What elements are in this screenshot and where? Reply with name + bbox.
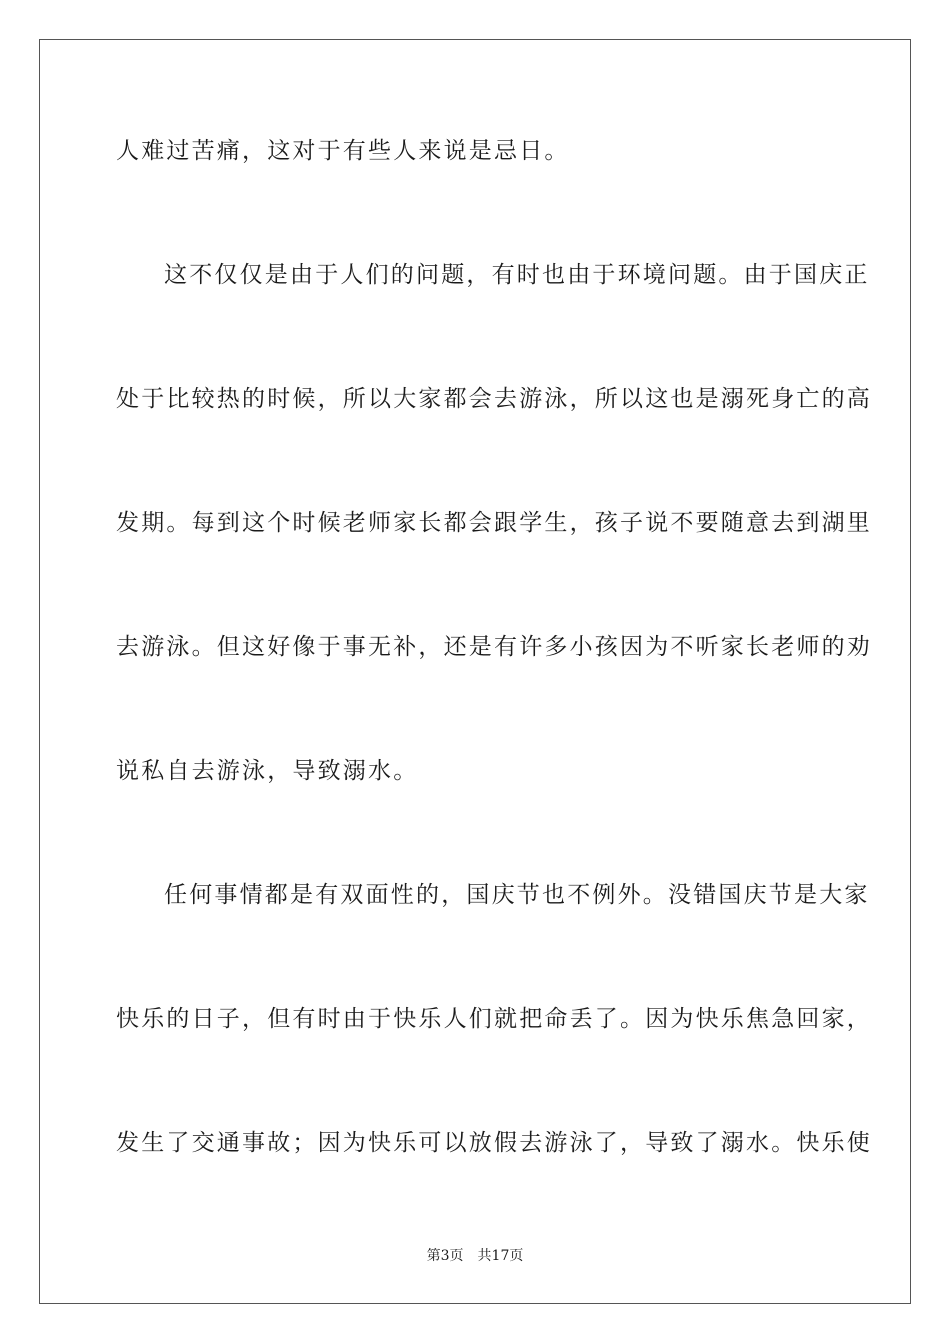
text-line-6: 说私自去游泳，导致溺水。 [116,758,419,784]
text-line-1: 人难过苦痛，这对于有些人来说是忌日。 [116,138,570,164]
text-line-9: 发生了交通事故；因为快乐可以放假去游泳了，导致了溺水。快乐使 [116,1130,872,1156]
text-line-7: 任何事情都是有双面性的，国庆节也不例外。没错国庆节是大家 [164,882,870,908]
page-number: 第3页 [426,1248,464,1264]
text-line-2: 这不仅仅是由于人们的问题，有时也由于环境问题。由于国庆正 [164,262,870,288]
text-line-4: 发期。每到这个时候老师家长都会跟学生，孩子说不要随意去到湖里 [116,510,872,536]
page-border [39,39,911,1304]
page-total: 共17页 [477,1248,524,1264]
text-line-8: 快乐的日子，但有时由于快乐人们就把命丢了。因为快乐焦急回家， [116,1006,872,1032]
text-line-3: 处于比较热的时候，所以大家都会去游泳，所以这也是溺死身亡的高 [116,386,872,412]
text-line-5: 去游泳。但这好像于事无补，还是有许多小孩因为不听家长老师的劝 [116,634,872,660]
page-footer [0,1247,950,1265]
